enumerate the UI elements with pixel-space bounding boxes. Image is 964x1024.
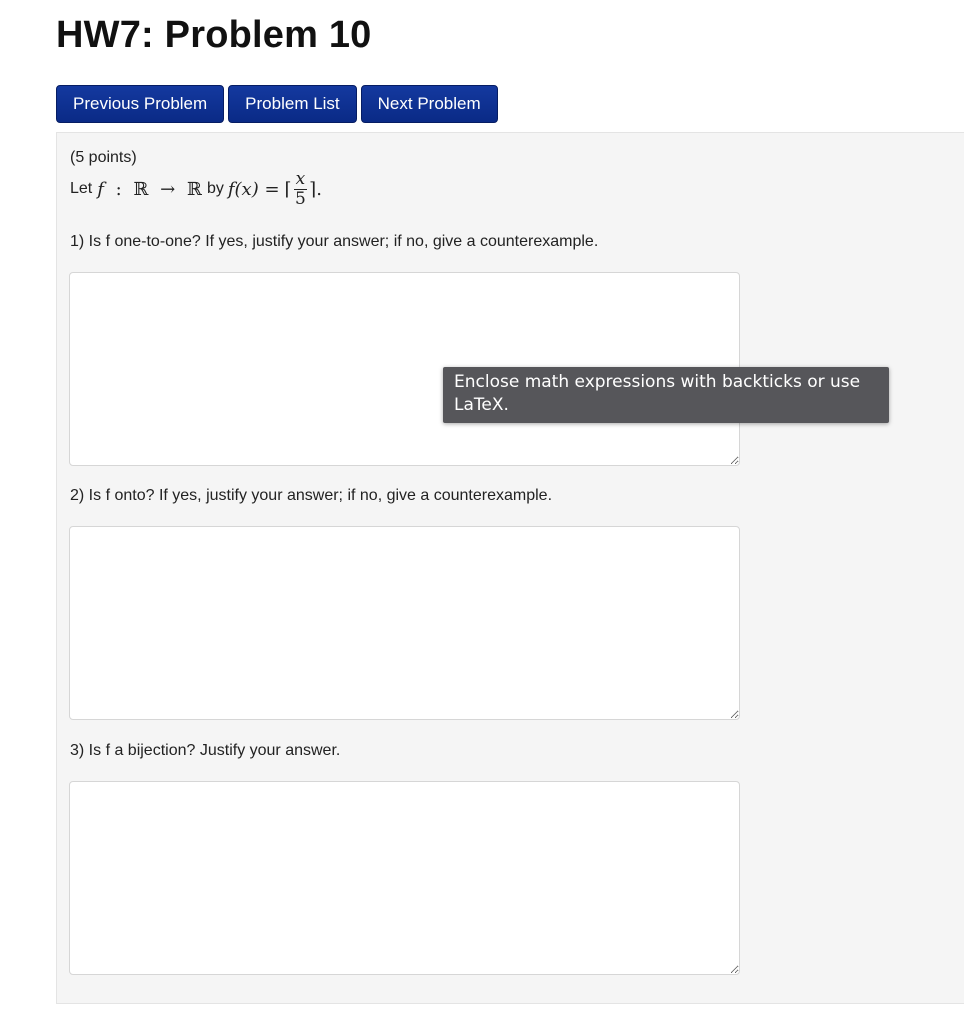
- previous-problem-button[interactable]: Previous Problem: [56, 85, 224, 123]
- math-denominator: 5: [294, 188, 306, 209]
- question-3-label: 3) Is f a bijection? Justify your answer.: [70, 742, 341, 759]
- math-fraction: [294, 168, 308, 209]
- math-func: f: [97, 178, 104, 200]
- question-2-label: 2) Is f onto? If yes, justify your answer; if no, give a counterexample.: [70, 487, 553, 504]
- math-colon: :: [115, 178, 122, 200]
- problem-statement: [70, 168, 322, 209]
- math-input-tooltip: Enclose math expressions with backticks or use LaTeX.: [443, 367, 889, 423]
- answer-3-input[interactable]: [69, 781, 740, 975]
- problem-navigation: [56, 85, 498, 123]
- problem-container: [56, 132, 964, 1004]
- math-ceil-open: ⌈: [284, 178, 292, 200]
- next-problem-button[interactable]: Next Problem: [361, 85, 498, 123]
- math-lhs: f(x) =: [227, 178, 280, 200]
- math-arrow: →: [160, 178, 176, 200]
- math-numerator: x: [295, 168, 306, 189]
- page-title: HW7: Problem 10: [56, 14, 372, 56]
- math-ceil-close: ⌉: [309, 178, 317, 200]
- math-period: .: [316, 178, 322, 200]
- math-codomain: ℝ: [187, 178, 202, 200]
- math-domain: ℝ: [133, 178, 149, 200]
- math-expression: [97, 179, 202, 200]
- points-label: (5 points): [70, 149, 137, 166]
- problem-list-button[interactable]: Problem List: [228, 85, 356, 123]
- math-definition: [227, 168, 322, 209]
- question-1-label: 1) Is f one-to-one? If yes, justify your answer; if no, give a counterexample.: [70, 233, 599, 250]
- statement-let: Let: [70, 180, 93, 197]
- statement-by: by: [206, 180, 224, 197]
- answer-2-input[interactable]: [69, 526, 740, 720]
